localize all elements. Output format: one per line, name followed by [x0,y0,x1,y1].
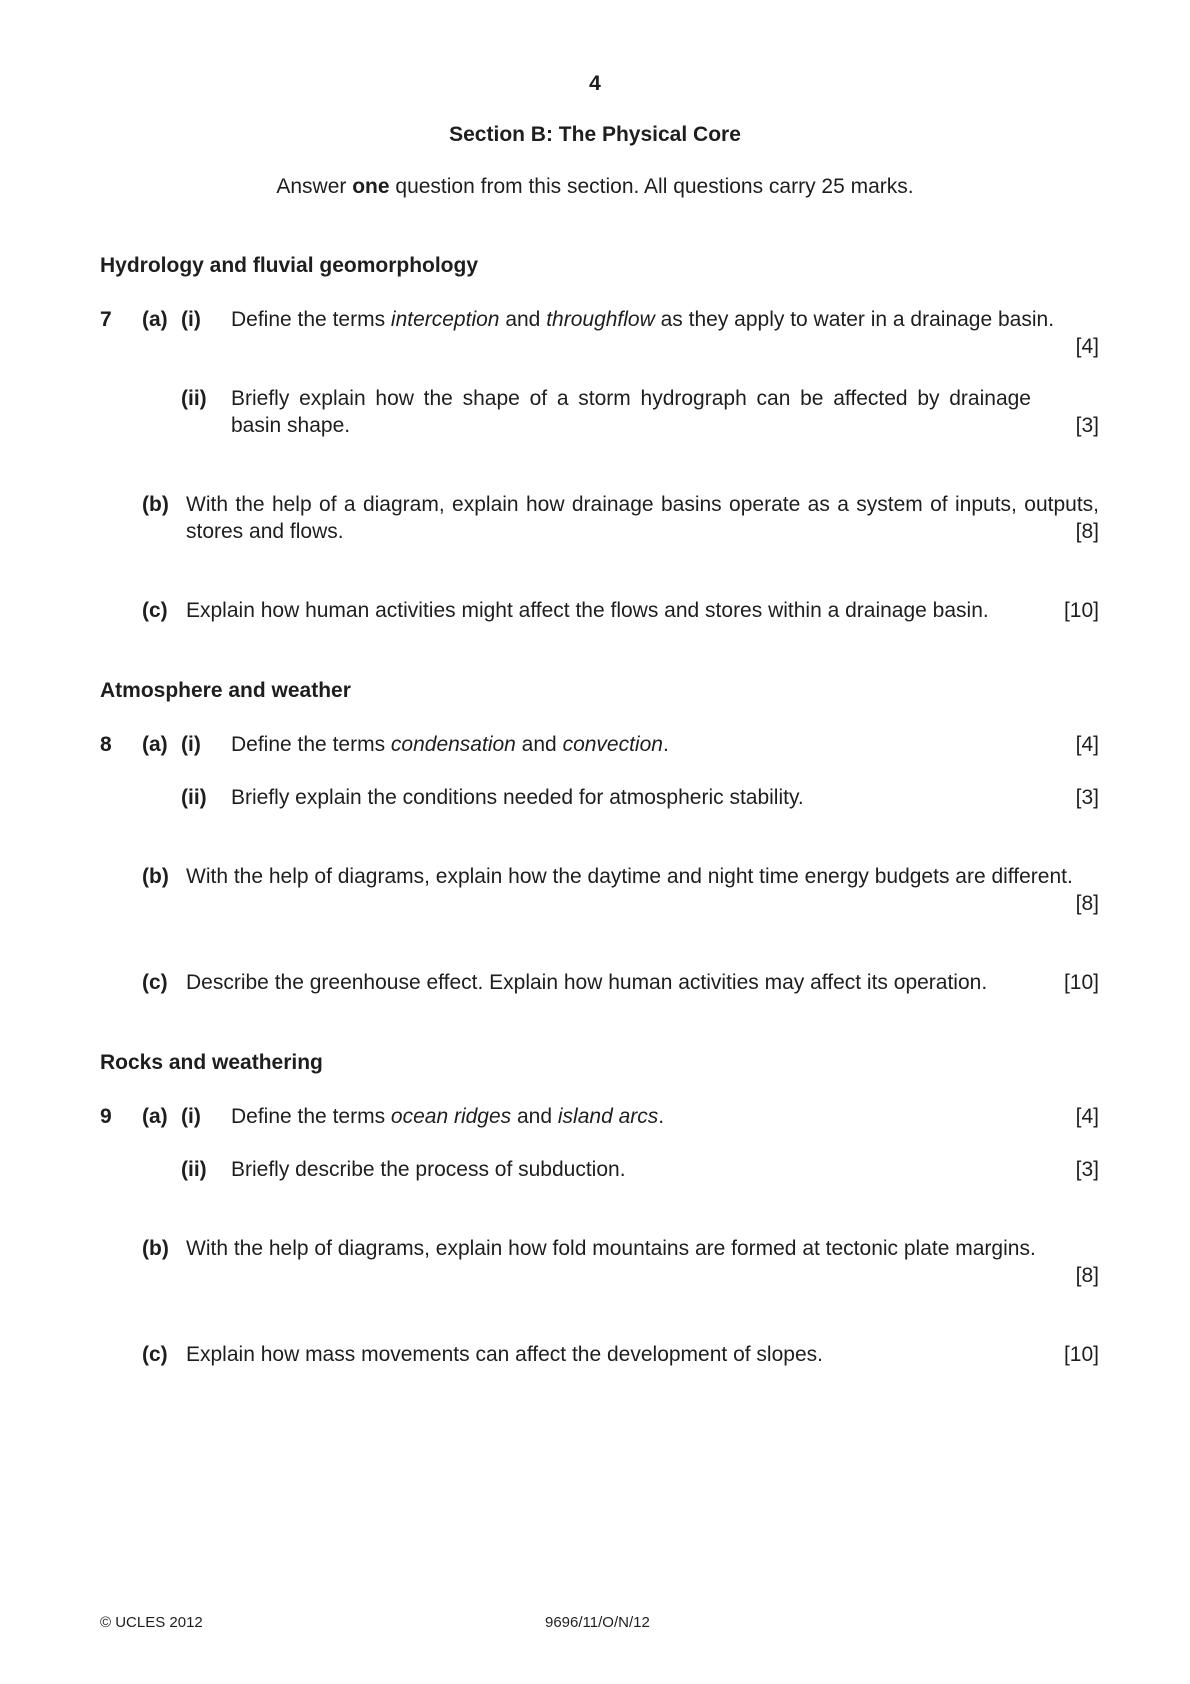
marks: [4] [1075,335,1099,358]
marks: [8] [1075,1264,1099,1287]
instructions-pre: Answer [276,175,353,198]
page-number: 4 [589,72,601,95]
footer-code: 9696/11/O/N/12 [545,1614,650,1631]
part-label: (c) [142,1343,168,1366]
question-text: With the help of diagrams, explain how fold mountains are formed at tectonic plate margins. [186,1237,1036,1260]
topic-heading: Rocks and weathering [100,1051,323,1074]
part-label: (a) [142,308,168,331]
part-label: (a) [142,733,168,756]
footer-copyright: © UCLES 2012 [100,1614,203,1631]
part-label: (b) [142,1237,169,1260]
marks: [4] [1075,733,1099,756]
marks: [8] [1075,520,1099,543]
topic-heading: Hydrology and fluvial geomorphology [100,254,479,277]
question-text: Define the terms interception and throughflow as they apply to water in a drainage basin. [231,308,1055,331]
question-text: Explain how mass movements can affect the development of slopes. [186,1343,823,1366]
marks: [3] [1075,786,1099,809]
subpart-label: (ii) [181,387,207,410]
part-label: (a) [142,1105,168,1128]
question-number: 7 [100,308,112,331]
section-title: Section B: The Physical Core [449,123,741,146]
question-text: Explain how human activities might affect the flows and stores within a drainage basin. [186,599,989,622]
question-number: 8 [100,733,112,756]
instructions [0,173,1190,200]
question-text: Briefly describe the process of subduction. [231,1158,626,1181]
question-text: Briefly explain the conditions needed for atmospheric stability. [231,786,804,809]
marks: [4] [1075,1105,1099,1128]
marks: [8] [1075,892,1099,915]
question-text: Define the terms ocean ridges and island arcs. [231,1105,665,1128]
part-label: (b) [142,865,169,888]
marks: [3] [1075,1158,1099,1181]
marks: [10] [1063,1343,1099,1366]
marks: [3] [1075,414,1099,437]
question-number: 9 [100,1105,112,1128]
instructions-bold: one [352,175,390,198]
subpart-label: (i) [181,733,201,756]
marks: [10] [1063,971,1099,994]
marks: [10] [1063,599,1099,622]
subpart-label: (i) [181,1105,201,1128]
part-label: (c) [142,599,168,622]
part-label: (b) [142,493,169,516]
question-text: Describe the greenhouse effect. Explain how human activities may affect its operation. [186,971,988,994]
subpart-label: (ii) [181,1158,207,1181]
subpart-label: (ii) [181,786,207,809]
question-text: With the help of a diagram, explain how drainage basins operate as a system of inputs, outputs, stores and flows. [186,493,1099,543]
instructions-post: question from this section. All questions carry 25 marks. [389,175,914,198]
question-text: Define the terms condensation and convection. [231,733,669,756]
question-text: With the help of diagrams, explain how the daytime and night time energy budgets are different. [186,865,1073,888]
question-text: Briefly explain how the shape of a storm hydrograph can be affected by drainage basin shape. [231,387,1031,437]
subpart-label: (i) [181,308,201,331]
part-label: (c) [142,971,168,994]
topic-heading: Atmosphere and weather [100,679,351,702]
